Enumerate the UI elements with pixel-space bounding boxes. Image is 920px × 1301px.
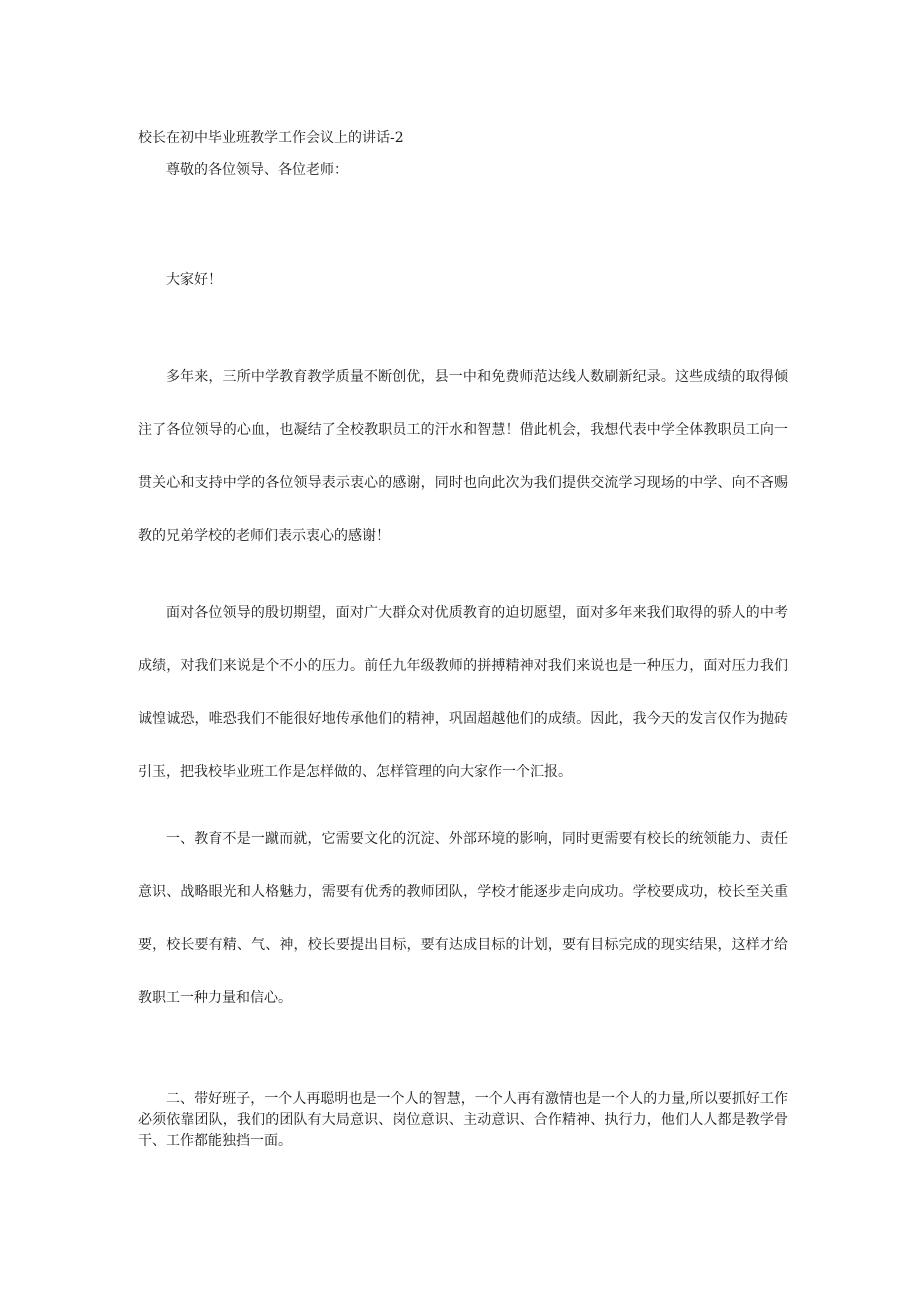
hello-paragraph: 大家好！ bbox=[166, 272, 222, 288]
body-paragraph-1: 多年来，三所中学教育教学质量不断创优，县一中和免费师范达线人数刷新纪录。这些成绩的取得倾注了各位领导的心血，也凝结了全校教职员工的汗水和智慧！借此机会，我想代表中学全体教职员工向一贯关心和支持中学的各位领导表示衷心的感谢，同时也向此次为我们提供交流学习现场的中学、向不吝赐教的兄弟学校的老师们表示衷心的感谢！ bbox=[138, 369, 788, 544]
greeting-paragraph: 尊敬的各位领导、各位老师： bbox=[166, 162, 348, 178]
body-paragraph-4: 二、带好班子，一个人再聪明也是一个人的智慧，一个人再有激情也是一个人的力量,所以要抓好工作必须依靠团队，我们的团队有大局意识、岗位意识、主动意识、合作精神、执行力，他们人人都是教学骨干、工作都能独挡一面。 bbox=[138, 1091, 788, 1149]
body-paragraph-3: 一、教育不是一蹴而就，它需要文化的沉淀、外部环境的影响，同时更需要有校长的统领能力、责任意识、战略眼光和人格魅力，需要有优秀的教师团队，学校才能逐步走向成功。学校要成功，校长至关重要，校长要有精、气、神，校长要提出目标，要有达成目标的计划，要有目标完成的现实结果，这样才给教职工一种力量和信心。 bbox=[138, 831, 788, 1006]
document-title: 校长在初中毕业班教学工作会议上的讲话-2 bbox=[138, 130, 404, 146]
body-paragraph-2: 面对各位领导的殷切期望，面对广大群众对优质教育的迫切愿望，面对多年来我们取得的骄人的中考成绩，对我们来说是个不小的压力。前任九年级教师的拼搏精神对我们来说也是一种压力，面对压力我们诚惶诚恐，唯恐我们不能很好地传承他们的精神，巩固超越他们的成绩。因此，我今天的发言仅作为抛砖引玉，把我校毕业班工作是怎样做的、怎样管理的向大家作一个汇报。 bbox=[138, 605, 788, 780]
